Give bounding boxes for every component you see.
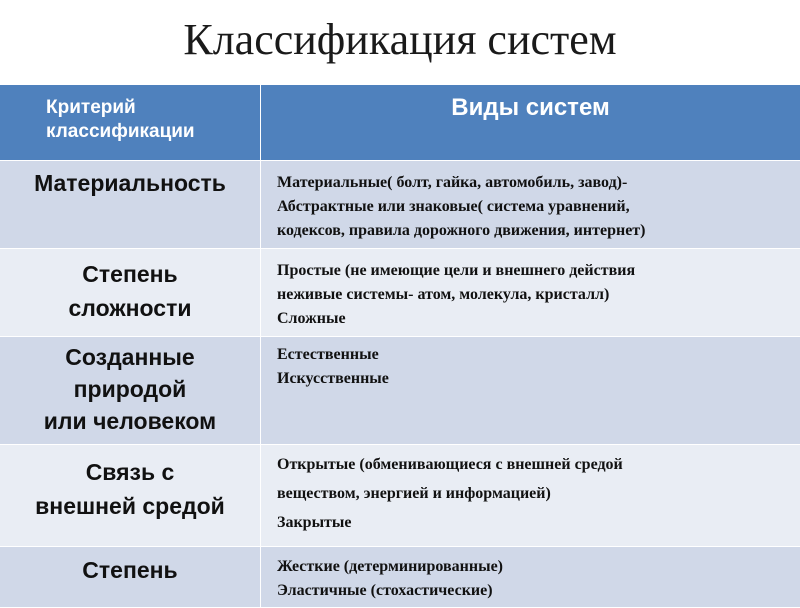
criterion-line: внешней средой: [35, 493, 225, 519]
header-types: Виды систем: [261, 85, 800, 160]
types-line: Искусственные: [277, 370, 389, 387]
types-line: Закрытые: [277, 514, 352, 531]
table-row: [0, 249, 800, 337]
table-row: [0, 337, 800, 445]
criterion-line: Связь с: [85, 459, 175, 485]
types-line: Простые (не имеющие цели и внешнего действия: [277, 262, 636, 279]
types-line: Открытые (обменивающиеся с внешней средой: [277, 456, 623, 473]
criterion-line: Материальность: [34, 170, 226, 196]
types-line: Абстрактные или знаковые( система уравнений,: [277, 198, 630, 215]
header-criterion-line: классификации: [46, 121, 195, 142]
types-cell: [261, 337, 800, 444]
types-line: Естественные: [277, 346, 379, 363]
table-row: [0, 547, 800, 608]
table-header-row: [0, 85, 800, 161]
types-cell: [261, 249, 800, 336]
table-row: [0, 161, 800, 249]
types-line: Сложные: [277, 310, 346, 327]
criterion-line: Степень: [82, 557, 178, 583]
classification-table: [0, 84, 800, 608]
criterion-line: Степень: [82, 261, 178, 287]
criterion-cell: [0, 249, 261, 336]
types-cell: [261, 445, 800, 546]
table-row: [0, 445, 800, 547]
types-line: веществом, энергией и информацией): [277, 485, 551, 502]
types-line: кодексов, правила дорожного движения, интернет): [277, 222, 646, 239]
criterion-line: сложности: [68, 295, 192, 321]
criterion-cell: [0, 161, 261, 248]
criterion-line: природой: [73, 376, 187, 402]
page-title: Классификация систем: [183, 15, 617, 64]
header-criterion: [0, 85, 261, 160]
types-line: неживые системы- атом, молекула, кристалл): [277, 286, 610, 303]
types-line: Материальные( болт, гайка, автомобиль, завод)-: [277, 174, 628, 191]
types-cell: [261, 161, 800, 248]
criterion-line: или человеком: [43, 408, 217, 434]
criterion-line: Созданные: [65, 344, 195, 370]
header-criterion-line: Критерий: [46, 97, 136, 118]
types-line: Жесткие (детерминированные): [277, 558, 503, 575]
types-cell: [261, 547, 800, 607]
criterion-cell: [0, 547, 261, 607]
criterion-cell: [0, 337, 261, 444]
types-line: Эластичные (стохастические): [277, 582, 493, 599]
criterion-cell: [0, 445, 261, 546]
